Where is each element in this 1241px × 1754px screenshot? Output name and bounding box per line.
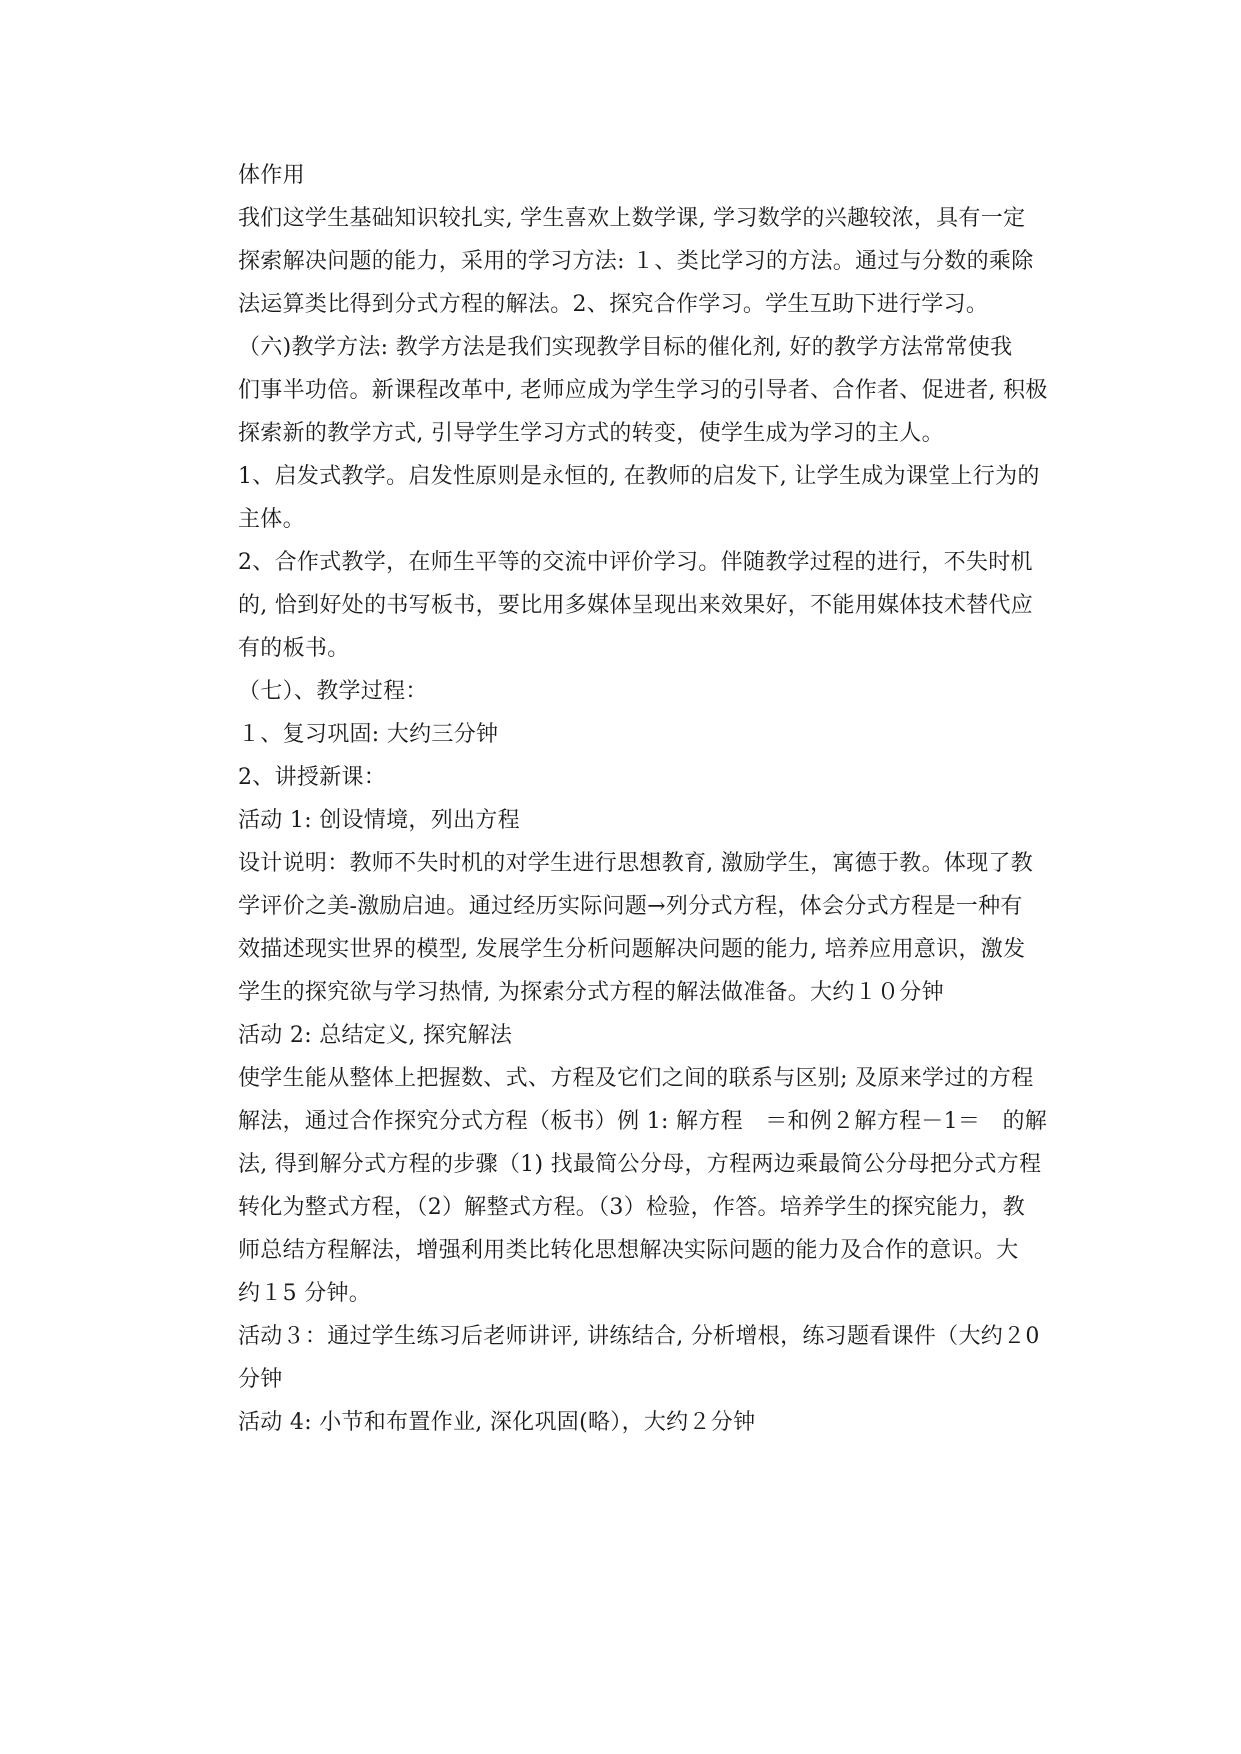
- text-line: 师总结方程解法，增强利用类比转化思想解决实际问题的能力及合作的意识。大: [238, 1238, 1019, 1263]
- text-line: 活动３：通过学生练习后老师讲评, 讲练结合, 分析增根，练习题看课件（大约２0: [238, 1324, 1040, 1349]
- text-line: （六)教学方法: 教学方法是我们实现教学目标的催化剂, 好的教学方法常常使我: [238, 335, 1013, 360]
- text-line: 探索新的教学方式, 引导学生学习方式的转变，使学生成为学习的主人。: [238, 421, 944, 446]
- text-line: １、复习巩固: 大约三分钟: [238, 722, 499, 747]
- text-line: 们事半功倍。新课程改革中, 老师应成为学生学习的引导者、合作者、促进者, 积极: [238, 378, 1048, 403]
- text-line: 1、启发式教学。启发性原则是永恒的, 在教师的启发下, 让学生成为课堂上行为的: [238, 464, 1040, 489]
- text-line: 体作用: [238, 163, 305, 188]
- text-line: 使学生能从整体上把握数、式、方程及它们之间的联系与区别; 及原来学过的方程: [238, 1066, 1034, 1091]
- text-line: 活动 1: 创设情境，列出方程: [238, 808, 520, 833]
- text-line: 解法，通过合作探究分式方程（板书）例 1: 解方程 ＝和例２解方程－1＝ 的解: [238, 1109, 1048, 1134]
- text-line: 转化为整式方程，（2）解整式方程。（3）检验，作答。培养学生的探究能力，教: [238, 1195, 1026, 1220]
- text-line: 分钟: [238, 1367, 283, 1392]
- text-line: 有的板书。: [238, 636, 350, 661]
- text-line: 我们这学生基础知识较扎实, 学生喜欢上数学课, 学习数学的兴趣较浓，具有一定: [238, 206, 1026, 231]
- text-line: 2、讲授新课：: [238, 765, 387, 790]
- text-line: 效描述现实世界的模型, 发展学生分析问题解决问题的能力, 培养应用意识，激发: [238, 937, 1026, 962]
- text-line: 学生的探究欲与学习热情, 为探索分式方程的解法做准备。大约１０分钟: [238, 980, 944, 1005]
- text-line: 设计说明：教师不失时机的对学生进行思想教育, 激励学生，寓德于教。体现了教: [238, 851, 1034, 876]
- text-line: 探索解决问题的能力，采用的学习方法: １、类比学习的方法。通过与分数的乘除: [238, 249, 1034, 274]
- text-line: 学评价之美-激励启迪。通过经历实际问题→列分式方程，体会分式方程是一种有: [238, 894, 1023, 919]
- text-line: 2、合作式教学，在师生平等的交流中评价学习。伴随教学过程的进行，不失时机: [238, 550, 1033, 575]
- document-body: [238, 156, 1048, 1443]
- text-line: 法运算类比得到分式方程的解法。2、探究合作学习。学生互助下进行学习。: [238, 292, 989, 317]
- text-line: 约１5 分钟。: [238, 1281, 372, 1306]
- text-line: 活动 2: 总结定义, 探究解法: [238, 1023, 513, 1048]
- text-line: （七）、教学过程：: [238, 679, 428, 704]
- text-line: 主体。: [238, 507, 305, 532]
- text-line: 的, 恰到好处的书写板书，要比用多媒体呈现出来效果好，不能用媒体技术替代应: [238, 593, 1034, 618]
- text-line: 法, 得到解分式方程的步骤（1) 找最简公分母，方程两边乘最简公分母把分式方程: [238, 1152, 1042, 1177]
- text-line: 活动 4: 小节和布置作业, 深化巩固(略），大约２分钟: [238, 1410, 756, 1435]
